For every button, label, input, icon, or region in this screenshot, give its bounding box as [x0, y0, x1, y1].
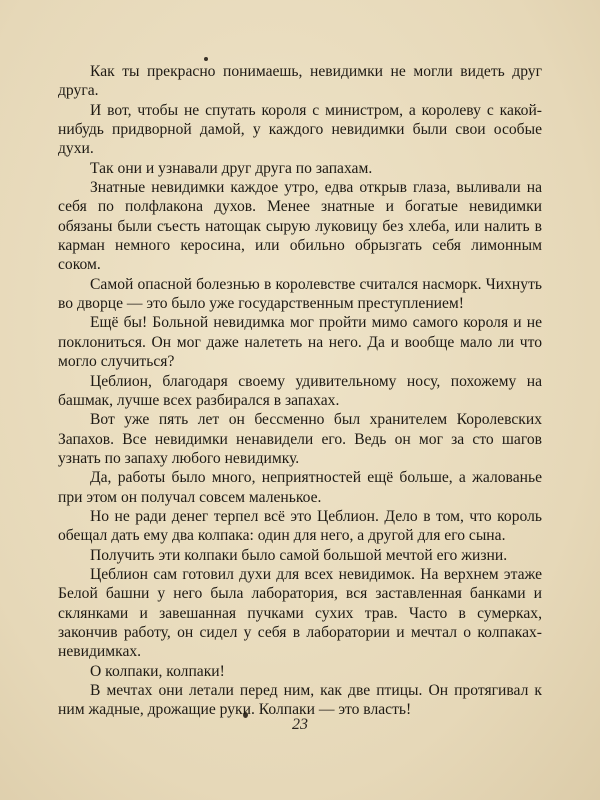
- paragraph: Ещё бы! Больной невидимка мог пройти мимо самого короля и не поклониться. Он мог даже налететь на него. Да и вообще мало ли что могло случиться?: [58, 314, 542, 371]
- paragraph: Цеблион, благодаря своему удивительному носу, похожему на башмак, лучше всех разбирался в запахах.: [58, 372, 542, 409]
- ink-speck: [204, 57, 208, 61]
- paragraph: И вот, чтобы не спутать короля с министром, а королеву с какой-нибудь придворной дамой, у каждого невидимки были свои особые духи.: [58, 101, 542, 158]
- paragraph: Как ты прекрасно понимаешь, невидимки не могли видеть друг друга.: [58, 63, 542, 100]
- paragraph: В мечтах они летали перед ним, как две птицы. Он протягивал к ним жадные, дрожащие руки. Колпаки — это власть!: [58, 682, 542, 719]
- paragraph: Вот уже пять лет он бессменно был хранителем Королевских Запахов. Все невидимки ненавидели его. Ведь он мог за сто шагов узнать по запаху любого невидимку.: [58, 411, 542, 467]
- body-text: [58, 62, 542, 720]
- paragraph: Да, работы было много, неприятностей ещё больше, а жалованье при этом он получал совсем маленькое.: [58, 469, 542, 506]
- paragraph: Но не ради денег терпел всё это Цеблион. Дело в том, что король обещал дать ему два колпака: один для него, а другой для его сына.: [58, 507, 542, 545]
- paragraph: Цеблион сам готовил духи для всех невидимок. На верхнем этаже Белой башни у него была лаборатория, вся заставленная банками и склянками и завешанная пучками сухих трав. Часто в сумерках, закончив работу, он сидел у себя в лаборатории и мечтал о колпаках-невидимках.: [58, 565, 542, 661]
- paragraph: Так они и узнавали друг друга по запахам.: [90, 159, 373, 177]
- paragraph: О колпаки, колпаки!: [90, 662, 225, 680]
- paragraph: Получить эти колпаки было самой большой мечтой его жизни.: [90, 546, 508, 564]
- paragraph: Знатные невидимки каждое утро, едва открыв глаза, выливали на себя по полфлакона духов. Менее знатные и богатые невидимки обязаны были съесть натощак сырую луковицу без хлеба, или налить в карман немного керосина, или обильно обрызгать себя лимонным соком.: [58, 179, 542, 274]
- paragraph: Самой опасной болезнью в королевстве считался насморк. Чихнуть во дворце — это было уже государственным преступлением!: [58, 275, 542, 313]
- page-number: 23: [292, 716, 308, 733]
